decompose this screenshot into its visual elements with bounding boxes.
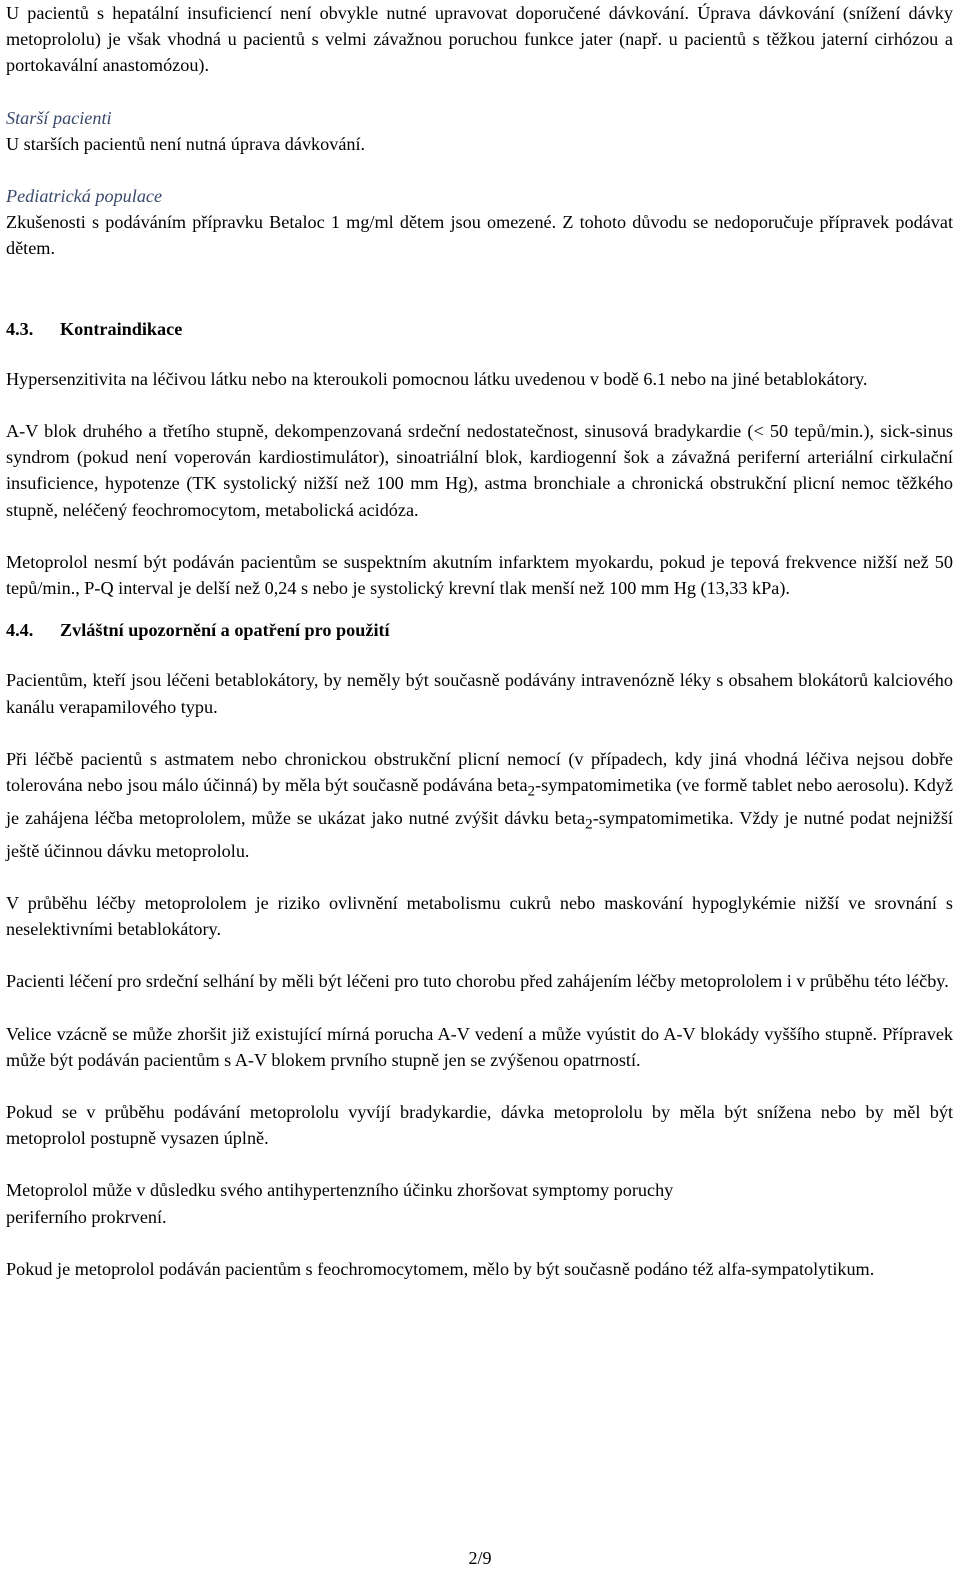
paragraph-pheochromocytoma: Pokud je metoprolol podáván pacientům s feochromocytomem, mělo by být současně podáno též alfa-sympatolytikum. — [6, 1258, 875, 1279]
document-page — [6, 0, 953, 1282]
section-title: Kontraindikace — [60, 318, 183, 339]
section-title: Zvláštní upozornění a opatření pro použití — [60, 620, 390, 641]
subscript: 2 — [527, 782, 536, 800]
section-number: 4.3. — [6, 318, 34, 339]
text-line: periferního prokrvení. — [6, 1206, 167, 1227]
text-run: -sympatomimetika. Vždy je nutné podat nejnižší ještě účinnou dávku metoprololu. — [6, 807, 953, 861]
paragraph-hypersensitivity: Hypersenzitivita na léčivou látku nebo na kteroukoli pomocnou látku uvedenou v bodě 6.1 nebo na jiné betablokátory. — [6, 368, 868, 389]
paragraph-bradycardia: Pokud se v průběhu podávání metoprololu vyvíjí bradykardie, dávka metoprololu by měla být snížena nebo by měl být metoprolol postupně vysazen úplně. — [6, 1101, 953, 1149]
subscript: 2 — [585, 815, 593, 833]
paragraph-contraindications: A-V blok druhého a třetího stupně, dekompenzovaná srdeční nedostatečnost, sinusová bradykardie (< 50 tepů/min.), sick-sinus syndrom (pokud není voperován kardiostimulátor), sinoatriální blok, kardiogenní šok a závažná periferní arteriální cirkulační insuficience, hypotenze (TK systolický nižší než 100 mm Hg), astma bronchiale a chronická obstrukční plicní nemoc těžkého stupně, neléčený feochromocytom, metabolická acidóza. — [6, 421, 953, 520]
page-number: 2/9 — [468, 1548, 492, 1568]
subheading-elderly: Starší pacienti — [6, 107, 112, 128]
text-run: -sympatomimetika (ve formě tablet nebo aerosolu). Když je zahájena léčba metoprololem, může se ukázat jako nutné zvýšit dávku beta — [6, 775, 953, 828]
paragraph-elderly: U starších pacientů není nutná úprava dávkování. — [6, 133, 366, 154]
subheading-pediatric: Pediatrická populace — [6, 186, 163, 207]
paragraph-hepatic: U pacientů s hepatální insuficiencí není obvykle nutné upravovat doporučené dávkování. Úprava dávkování (snížení dávky metoprololu) je však vhodná u pacientů s velmi závažnou poruchou funkce jater (např. u pacientů s těžkou jaterní cirhózou a portokavální anastomózou). — [6, 3, 953, 76]
paragraph-hypoglycemia: V průběhu léčby metoprololem je riziko ovlivnění metabolismu cukrů nebo maskování hypoglykémie nižší ve srovnání s neselektivními betablokátory. — [6, 892, 953, 940]
section-heading-4-3 — [6, 316, 953, 342]
text-run: Při léčbě pacientů s astmatem nebo chronickou obstrukční plicní nemocí (v případech, kdy jiná vhodná léčiva nejsou dobře tolerována nebo jsou málo účinná) by měla být současně podávána beta — [6, 748, 953, 796]
text-line: Metoprolol může v důsledku svého antihypertenzního účinku zhoršovat symptomy poruchy — [6, 1180, 674, 1201]
paragraph-peripheral — [6, 1177, 953, 1229]
paragraph-infarction: Metoprolol nesmí být podáván pacientům se suspektním akutním infarktem myokardu, pokud je tepová frekvence nižší než 50 tepů/min., P-Q interval je delší než 0,24 s nebo je systolický krevní tlak menší než 100 mm Hg (13,33 kPa). — [6, 551, 953, 599]
paragraph-pediatric: Zkušenosti s podáváním přípravku Betaloc 1 mg/ml dětem jsou omezené. Z tohoto důvodu se nedoporučuje přípravek podávat dětem. — [6, 212, 953, 259]
section-number: 4.4. — [6, 620, 34, 641]
section-heading-4-4 — [6, 617, 953, 643]
paragraph-av-block: Velice vzácně se může zhoršit již existující mírná porucha A-V vedení a může vyústit do A-V blokády vyššího stupně. Přípravek může být podáván pacientům s A-V blokem prvního stupně jen se zvýšenou opatrností. — [6, 1023, 953, 1070]
paragraph-heart-failure: Pacienti léčení pro srdeční selhání by měli být léčeni pro tuto chorobu před zahájením léčby metoprololem i v průběhu této léčby. — [6, 971, 949, 992]
paragraph-asthma — [6, 746, 953, 864]
paragraph-calcium-blockers: Pacientům, kteří jsou léčeni betablokátory, by neměly být současně podávány intravenózně léky s obsahem blokátorů kalciového kanálu verapamilového typu. — [6, 670, 953, 717]
